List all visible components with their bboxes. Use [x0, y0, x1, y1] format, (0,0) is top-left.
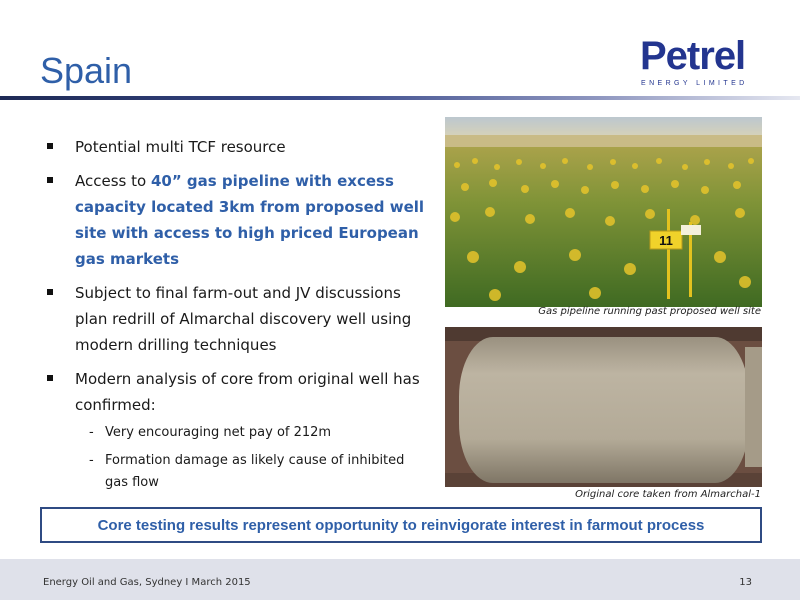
sunflower-field-image — [445, 117, 762, 307]
petrel-logo — [640, 34, 760, 92]
bullet-item — [46, 134, 426, 160]
footer-bar — [0, 559, 800, 600]
slide-title: Spain — [40, 50, 133, 91]
marker-label: 11 — [659, 233, 673, 248]
bullet-item — [46, 168, 426, 272]
callout-text: Core testing results represent opportunity to reinvigorate interest in farmout process — [97, 516, 705, 534]
bullet-item — [46, 366, 426, 494]
bullet-item — [46, 280, 426, 358]
title-divider — [0, 96, 800, 100]
core-sample-image — [445, 327, 762, 487]
bullet-text: Modern analysis of core from original well has confirmed: — [75, 370, 420, 414]
sub-bullet-item: - Formation damage as likely cause of inhibited gas flow — [75, 450, 426, 494]
bullet-list — [46, 134, 426, 502]
sub-bullet-list — [75, 422, 426, 494]
image-caption: Original core taken from Almarchal-1 — [575, 489, 761, 500]
logo-tagline: ENERGY LIMITED — [641, 80, 748, 87]
bullet-highlight: 40” gas pipeline with excess capacity located 3km from proposed well site with access to high priced European gas markets — [75, 172, 425, 268]
sunflower-field-photo — [445, 117, 762, 307]
logo-wordmark: Petrel — [640, 34, 746, 78]
sub-bullet-item: - Very encouraging net pay of 212m — [75, 422, 426, 444]
image-caption: Gas pipeline running past proposed well site — [538, 306, 761, 317]
bullet-text: Access to — [75, 172, 151, 190]
bullet-text: Subject to final farm-out and JV discussions plan redrill of Almarchal discovery well using modern drilling techniques — [75, 284, 412, 354]
page-number: 13 — [739, 577, 752, 588]
core-sample-photo — [445, 327, 762, 487]
footer-event: Energy Oil and Gas, Sydney I March 2015 — [43, 577, 251, 588]
callout-box — [40, 507, 762, 543]
bullet-text: Potential multi TCF resource — [75, 138, 286, 156]
